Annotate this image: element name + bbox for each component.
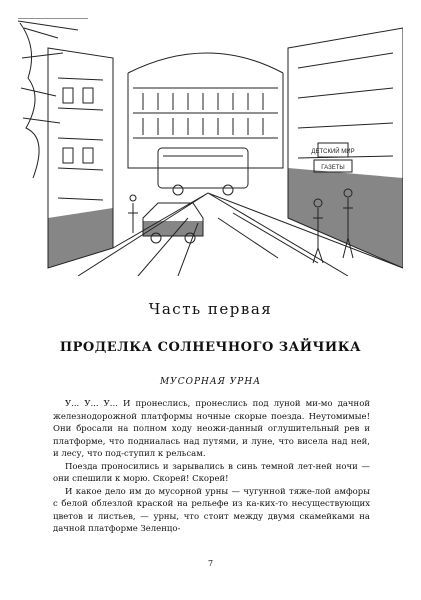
chapter-title: ПРОДЕЛКА СОЛНЕЧНОГО ЗАЙЧИКА <box>59 340 362 355</box>
street-illustration <box>18 18 403 276</box>
paragraph: У... У... У... И пронеслись, пронеслись под луной ми-мо дачной железнодорожной платформы ночные скорые поезда. Неутомимые! Они бросали на полном ходу неожи-данный оглушительный рев и платформе, что подниалась над путями, и луне, что висела над ней, и лесу, что под-ступил к рельсам. <box>53 399 370 459</box>
part-title: Часть первая <box>148 300 273 318</box>
body-text <box>53 398 370 536</box>
paragraph: Поезда проносились и зарывались в синь темной лет-ней ночи — они спешили к морю. Скорей! Скорей! <box>53 461 370 484</box>
sign-gazety: ГАЗЕТЫ <box>321 165 345 171</box>
paragraph: И какое дело им до мусорной урны — чугунной тяже-лой амфоры с белой облезлой краской на рельефе из ка-ких-то несуществующих цветов и листьев, — урны, что стоит между двумя скамейками на дачной платформе Зеленцо- <box>53 486 370 534</box>
sign-detsky-mir: ДЕТСКИЙ МИР <box>311 149 355 155</box>
section-title: МУСОРНАЯ УРНА <box>159 377 262 387</box>
page-number: 7 <box>207 559 214 568</box>
street-scene-drawing <box>18 18 403 276</box>
